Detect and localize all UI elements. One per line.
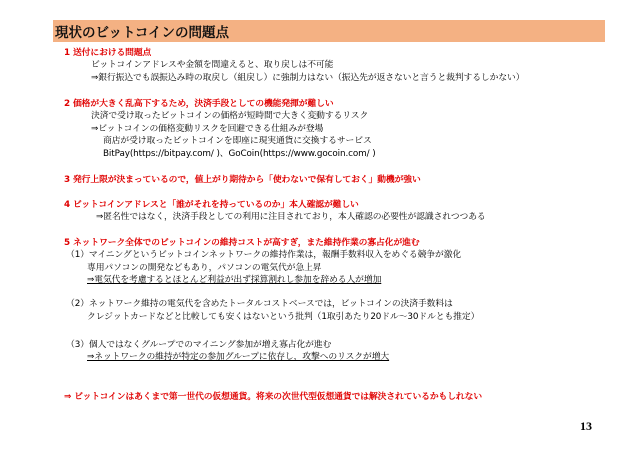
section-5-line-6: （3）個人ではなくグループでのマイニング参加が増え寡占化が進む [66,340,332,350]
section-2-heading: 2 価格が大きく乱高下するため，決済手段としての機能発揮が難しい [64,99,334,109]
section-2-line-2: ⇒ビットコインの価格変動リスクを回避できる仕組みが登場 [91,124,324,134]
section-5-line-5: クレジットカードなどと比較しても安くはないという批判（1取引あたり20ドル～30ドルとも推定） [87,312,480,322]
section-4-line-1: ⇒匿名性ではなく，決済手段としての利用に注目されており，本人確認の必要性が認識されつつある [96,212,486,222]
section-5-line-3: ⇒電気代を考慮するとほとんど利益が出ず採算割れし参加を辞める人が増加 [87,275,382,285]
section-4-heading: 4 ビットコインアドレスと「誰がそれを持っているのか」本人確認が難しい [64,200,359,210]
section-3-heading: 3 発行上限が決まっているので，値上がり期待から「使わないで保有しておく」動機が強い [64,175,421,185]
section-1-line-2: ⇒銀行振込でも誤振込み時の取戻し（組戻し）に強制力はない（振込先が返さないと言うと裁判するしかない） [91,73,525,83]
section-2-line-1: 決済で受け取ったビットコインの価格が短時間で大きく変動するリスク [91,111,369,121]
section-1-heading: 1 送付における問題点 [64,48,152,58]
section-2-line-4: BitPay(https://bitpay.com/ )、GoCoin(https://www.gocoin.com/ ) [103,149,376,159]
section-5-line-1: （1）マイニングというビットコインネットワークの維持作業は，報酬手数料収入をめぐる競争が激化 [66,250,462,260]
section-2-line-3: 商店が受け取ったビットコインを即座に現実通貨に交換するサービス [103,136,372,146]
conclusion: ⇒ ビットコインはあくまで第一世代の仮想通貨。将来の次世代型仮想通貨では解決されているかもしれない [64,392,483,402]
section-1-line-1: ビットコインアドレスや金額を間違えると、取り戻しは不可能 [91,60,334,70]
section-5-heading: 5 ネットワーク全体でのビットコインの維持コストが高すぎ，また維持作業の寡占化が進む [64,238,420,248]
section-5-line-4: （2）ネットワーク維持の電気代を含めたトータルコストベースでは，ビットコインの決済手数料は [66,299,453,309]
slide-title: 現状のビットコインの問題点 [55,25,230,41]
page-number: 13 [580,419,592,433]
section-5-line-7: ⇒ネットワークの維持が特定の参加グループに依存し，攻撃へのリスクが増大 [87,352,390,362]
section-5-line-2: 専用パソコンの開発などもあり，パソコンの電気代が急上昇 [87,263,322,273]
